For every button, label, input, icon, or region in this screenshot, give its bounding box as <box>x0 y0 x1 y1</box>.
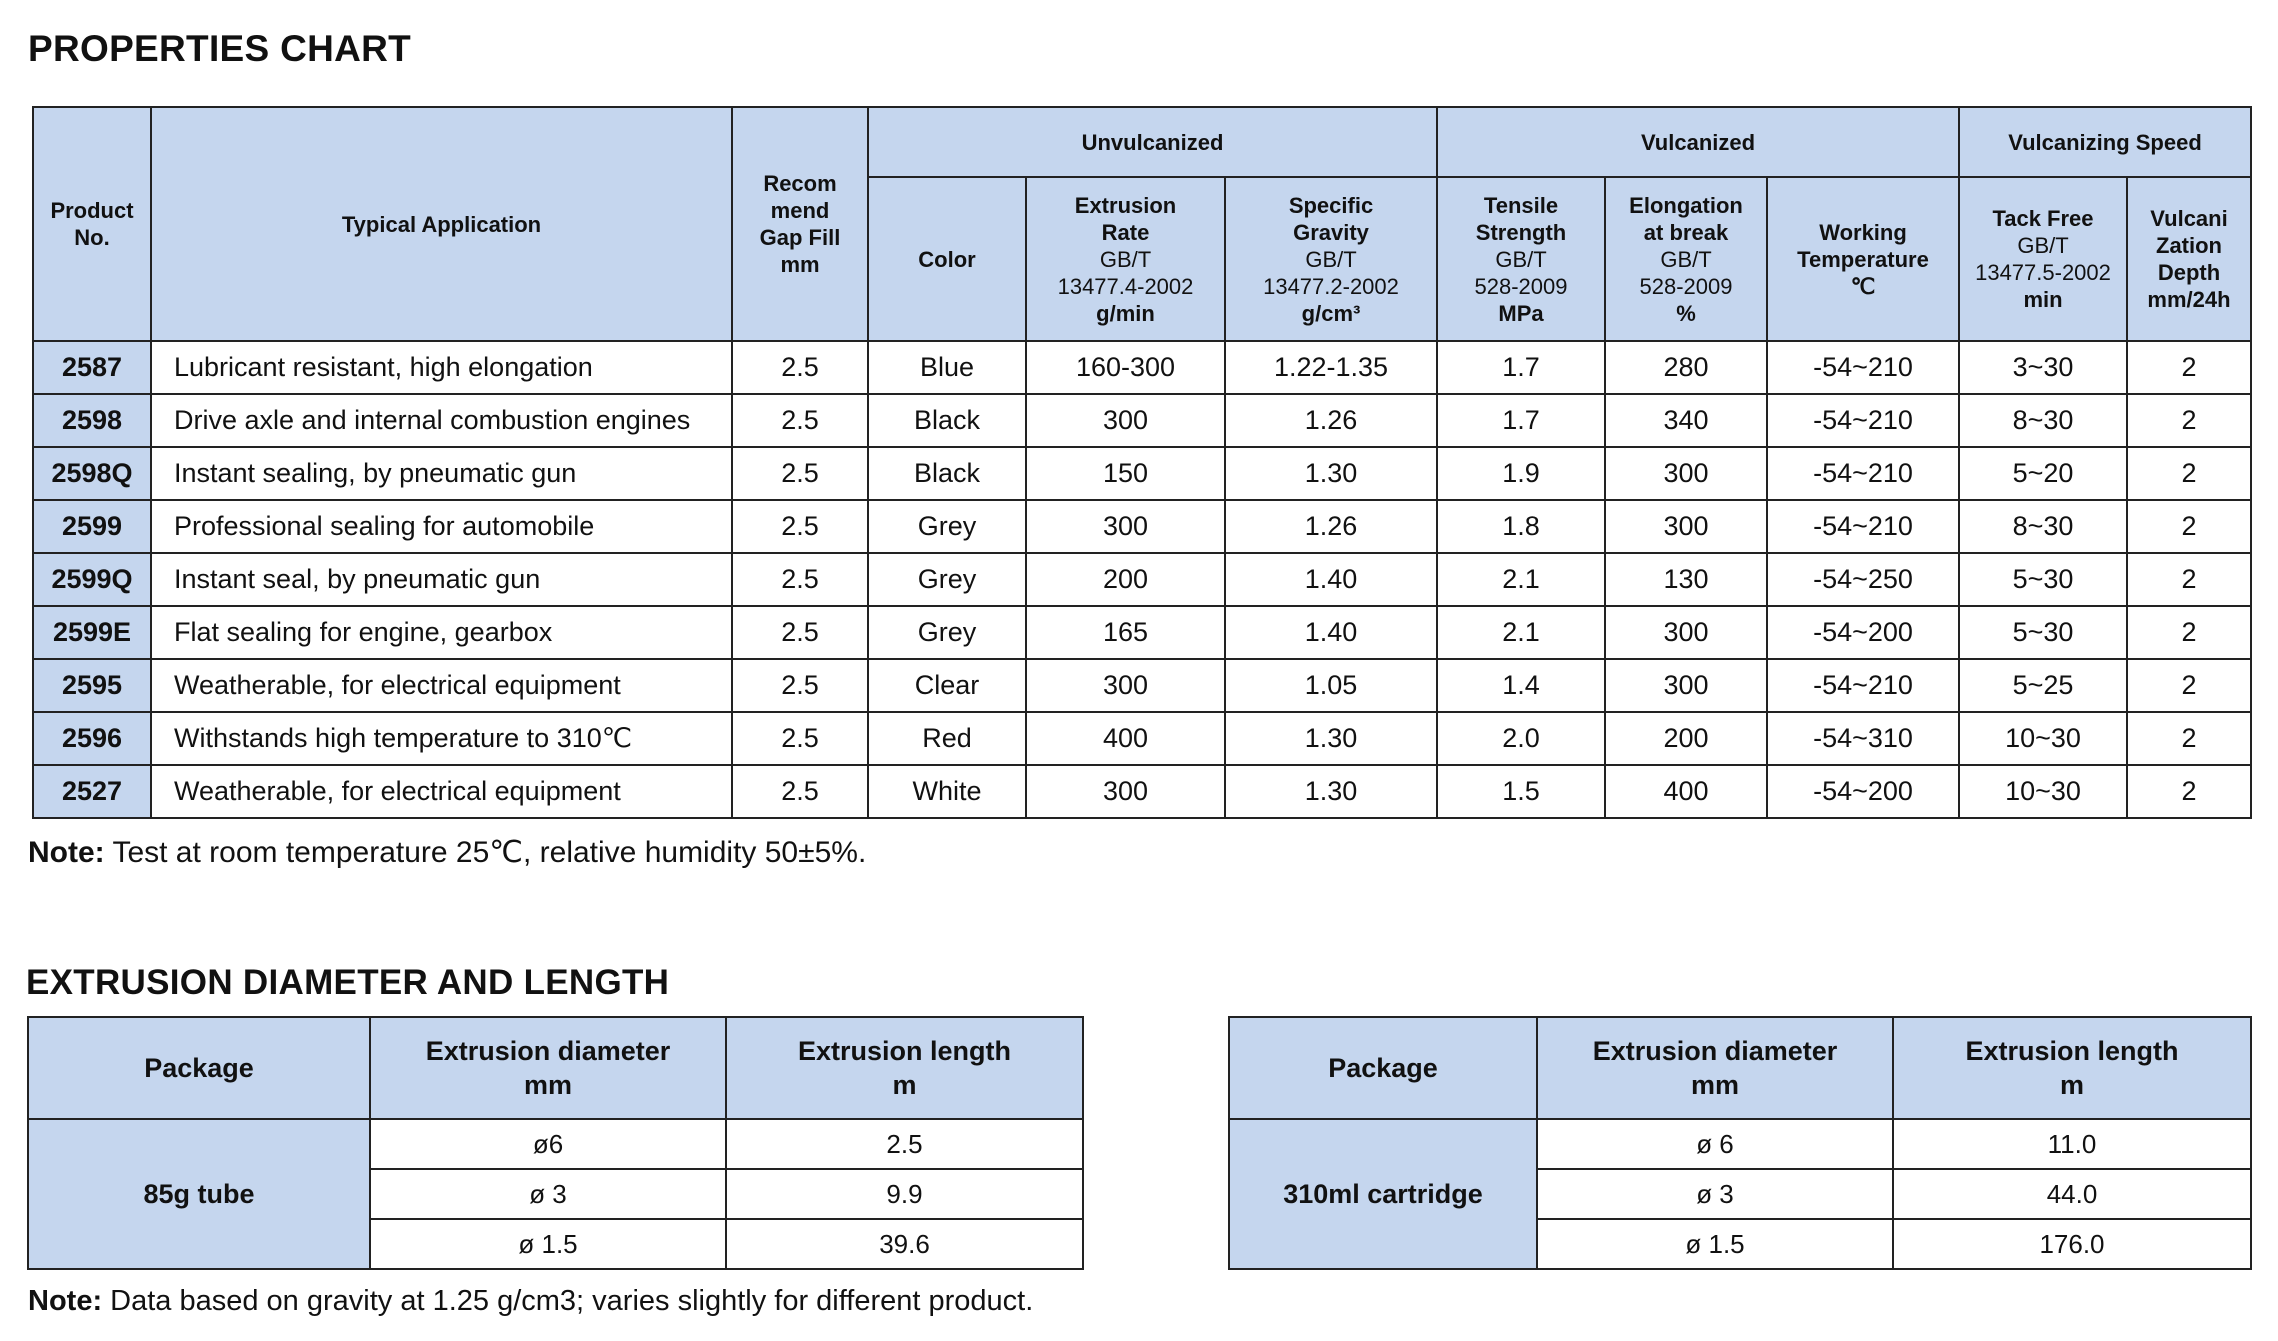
header-tack-free <box>1959 177 2127 341</box>
application: Flat sealing for engine, gearbox <box>151 606 732 659</box>
working-temperature: -54~210 <box>1767 394 1959 447</box>
header-gravity-std2: 13477.2-2002 <box>1263 273 1399 299</box>
gap-fill: 2.5 <box>732 712 868 765</box>
package-cell: 310ml cartridge <box>1229 1119 1537 1269</box>
extrusion-table-cartridge <box>1228 1016 2252 1270</box>
table-row <box>33 341 2251 394</box>
tensile-strength: 2.0 <box>1437 712 1605 765</box>
application: Weatherable, for electrical equipment <box>151 659 732 712</box>
extrusion-rate: 300 <box>1026 500 1225 553</box>
header-tensile-l1: Tensile <box>1483 192 1559 218</box>
product-no: 2599 <box>33 500 151 553</box>
header-rate-std1: GB/T <box>1099 246 1152 272</box>
header-product-line2: No. <box>74 225 110 250</box>
color: Black <box>868 447 1026 500</box>
tack-free: 5~20 <box>1959 447 2127 500</box>
tensile-strength: 1.7 <box>1437 341 1605 394</box>
gap-fill: 2.5 <box>732 659 868 712</box>
gap-fill: 2.5 <box>732 447 868 500</box>
working-temperature: -54~200 <box>1767 606 1959 659</box>
working-temperature: -54~200 <box>1767 765 1959 818</box>
header-diameter-unit: mm <box>1690 1070 1739 1100</box>
specific-gravity: 1.26 <box>1225 394 1437 447</box>
table-row <box>28 1119 1083 1169</box>
header-diameter-title: Extrusion diameter <box>1592 1036 1838 1066</box>
header-gravity-l2: Gravity <box>1293 219 1369 245</box>
extrusion-rate: 150 <box>1026 447 1225 500</box>
tack-free: 5~30 <box>1959 606 2127 659</box>
header-package: Package <box>28 1017 370 1119</box>
product-no: 2599Q <box>33 553 151 606</box>
extrusion-title: EXTRUSION DIAMETER AND LENGTH <box>26 963 670 1002</box>
working-temperature: -54~210 <box>1767 341 1959 394</box>
specific-gravity: 1.26 <box>1225 500 1437 553</box>
header-tensile-unit: MPa <box>1498 300 1544 326</box>
product-no: 2587 <box>33 341 151 394</box>
specific-gravity: 1.30 <box>1225 712 1437 765</box>
gap-fill: 2.5 <box>732 553 868 606</box>
product-no: 2527 <box>33 765 151 818</box>
tack-free: 8~30 <box>1959 500 2127 553</box>
tack-free: 10~30 <box>1959 712 2127 765</box>
properties-title: PROPERTIES CHART <box>28 28 412 69</box>
specific-gravity: 1.05 <box>1225 659 1437 712</box>
note-text: Data based on gravity at 1.25 g/cm3; varies slightly for different product. <box>102 1285 1034 1317</box>
tensile-strength: 1.9 <box>1437 447 1605 500</box>
color: Red <box>868 712 1026 765</box>
application: Lubricant resistant, high elongation <box>151 341 732 394</box>
table-row <box>33 394 2251 447</box>
vulcanization-depth: 2 <box>2127 500 2251 553</box>
header-tack-unit: min <box>2023 287 2063 312</box>
package-cell: 85g tube <box>28 1119 370 1269</box>
tack-free: 8~30 <box>1959 394 2127 447</box>
header-gap-line4: mm <box>780 252 820 277</box>
diameter-cell: ø6 <box>370 1119 726 1169</box>
application: Weatherable, for electrical equipment <box>151 765 732 818</box>
vulcanization-depth: 2 <box>2127 394 2251 447</box>
header-vulcanizing-speed: Vulcanizing Speed <box>1959 107 2251 177</box>
table-row <box>33 712 2251 765</box>
color: Black <box>868 394 1026 447</box>
note-label: Note: <box>28 1285 103 1317</box>
vulcanization-depth: 2 <box>2127 553 2251 606</box>
specific-gravity: 1.30 <box>1225 765 1437 818</box>
header-package: Package <box>1229 1017 1537 1119</box>
tensile-strength: 2.1 <box>1437 606 1605 659</box>
header-diameter-unit: mm <box>523 1070 572 1100</box>
header-length <box>1893 1017 2251 1119</box>
header-diameter <box>1537 1017 1893 1119</box>
header-depth-l1: Vulcani <box>2150 206 2228 231</box>
gap-fill: 2.5 <box>732 341 868 394</box>
header-specific-gravity <box>1225 177 1437 341</box>
header-length <box>726 1017 1083 1119</box>
note-text: Test at room temperature 25℃, relative humidity 50±5%. <box>104 836 867 869</box>
gap-fill: 2.5 <box>732 500 868 553</box>
table-row <box>33 659 2251 712</box>
header-depth-l3: Depth <box>2157 260 2221 285</box>
application: Instant seal, by pneumatic gun <box>151 553 732 606</box>
gap-fill: 2.5 <box>732 394 868 447</box>
extrusion-rate: 300 <box>1026 394 1225 447</box>
header-rate-unit: g/min <box>1096 300 1155 326</box>
header-gap-line2: mend <box>770 198 830 223</box>
application: Withstands high temperature to 310℃ <box>151 712 732 765</box>
header-length-unit: m <box>892 1070 917 1100</box>
header-temp-l1: Working <box>1819 219 1907 245</box>
length-cell: 2.5 <box>726 1119 1083 1169</box>
header-vulcanized: Vulcanized <box>1437 107 1959 177</box>
length-cell: 9.9 <box>726 1169 1083 1219</box>
header-gravity-std1: GB/T <box>1305 246 1357 272</box>
gap-fill: 2.5 <box>732 606 868 659</box>
length-cell: 44.0 <box>1893 1169 2251 1219</box>
header-rate-l1: Extrusion <box>1074 192 1177 218</box>
header-typical-application: Typical Application <box>151 107 732 341</box>
diameter-cell: ø 6 <box>1537 1119 1893 1169</box>
elongation: 300 <box>1605 447 1767 500</box>
tensile-strength: 1.5 <box>1437 765 1605 818</box>
vulcanization-depth: 2 <box>2127 447 2251 500</box>
product-no: 2598Q <box>33 447 151 500</box>
header-tensile-std2: 528-2009 <box>1474 273 1568 299</box>
extrusion-rate: 160-300 <box>1026 341 1225 394</box>
header-tensile-l2: Strength <box>1475 219 1567 245</box>
header-depth-l2: Zation <box>2156 233 2222 258</box>
header-tensile-std1: GB/T <box>1495 246 1547 272</box>
header-tack-l1: Tack Free <box>1992 206 2094 231</box>
header-length-title: Extrusion length <box>797 1036 1011 1066</box>
vulcanization-depth: 2 <box>2127 341 2251 394</box>
length-cell: 11.0 <box>1893 1119 2251 1169</box>
header-elong-std2: 528-2009 <box>1639 273 1733 299</box>
extrusion-rate: 165 <box>1026 606 1225 659</box>
header-elong-l2: at break <box>1643 219 1729 245</box>
tack-free: 3~30 <box>1959 341 2127 394</box>
product-no: 2596 <box>33 712 151 765</box>
table-row <box>33 500 2251 553</box>
working-temperature: -54~210 <box>1767 447 1959 500</box>
elongation: 200 <box>1605 712 1767 765</box>
elongation: 300 <box>1605 500 1767 553</box>
header-product-line1: Product <box>50 198 134 223</box>
header-diameter-title: Extrusion diameter <box>425 1036 671 1066</box>
extrusion-table-tube <box>27 1016 1084 1270</box>
working-temperature: -54~250 <box>1767 553 1959 606</box>
color: Grey <box>868 500 1026 553</box>
table-row <box>1229 1119 2251 1169</box>
header-temp-l2: Temperature <box>1797 246 1929 272</box>
product-no: 2595 <box>33 659 151 712</box>
extrusion-rate: 400 <box>1026 712 1225 765</box>
diameter-cell: ø 3 <box>370 1169 726 1219</box>
diameter-cell: ø 3 <box>1537 1169 1893 1219</box>
specific-gravity: 1.40 <box>1225 553 1437 606</box>
product-no: 2598 <box>33 394 151 447</box>
extrusion-rate: 200 <box>1026 553 1225 606</box>
header-elong-unit: % <box>1676 300 1696 326</box>
header-tack-std2: 13477.5-2002 <box>1975 260 2111 285</box>
specific-gravity: 1.40 <box>1225 606 1437 659</box>
header-extrusion-rate <box>1026 177 1225 341</box>
application: Drive axle and internal combustion engines <box>151 394 732 447</box>
header-length-title: Extrusion length <box>1965 1036 2179 1066</box>
working-temperature: -54~210 <box>1767 500 1959 553</box>
elongation: 300 <box>1605 606 1767 659</box>
header-working-temperature <box>1767 177 1959 341</box>
extrusion-rate: 300 <box>1026 659 1225 712</box>
specific-gravity: 1.30 <box>1225 447 1437 500</box>
table-row <box>33 765 2251 818</box>
extrusion-rate: 300 <box>1026 765 1225 818</box>
elongation: 280 <box>1605 341 1767 394</box>
note-label: Note: <box>28 836 105 869</box>
header-color: Color <box>868 177 1026 341</box>
header-diameter <box>370 1017 726 1119</box>
header-depth-l4: mm/24h <box>2147 287 2231 312</box>
table-row <box>33 553 2251 606</box>
elongation: 340 <box>1605 394 1767 447</box>
gap-fill: 2.5 <box>732 765 868 818</box>
header-gravity-l1: Specific <box>1288 192 1374 218</box>
properties-table <box>32 106 2252 819</box>
application: Professional sealing for automobile <box>151 500 732 553</box>
color: Clear <box>868 659 1026 712</box>
tack-free: 5~30 <box>1959 553 2127 606</box>
header-elong-std1: GB/T <box>1660 246 1712 272</box>
header-tack-std1: GB/T <box>2017 233 2069 258</box>
table-row <box>33 606 2251 659</box>
header-elongation <box>1605 177 1767 341</box>
product-no: 2599E <box>33 606 151 659</box>
tensile-strength: 1.8 <box>1437 500 1605 553</box>
working-temperature: -54~210 <box>1767 659 1959 712</box>
color: White <box>868 765 1026 818</box>
tensile-strength: 2.1 <box>1437 553 1605 606</box>
elongation: 130 <box>1605 553 1767 606</box>
header-product-no <box>33 107 151 341</box>
header-gap-line1: Recom <box>763 171 837 196</box>
extrusion-note <box>28 1285 1033 1318</box>
header-vulcanization-depth <box>2127 177 2251 341</box>
header-gap-line3: Gap Fill <box>759 225 841 250</box>
header-unvulcanized: Unvulcanized <box>868 107 1437 177</box>
header-temp-l3: ℃ <box>1850 273 1876 299</box>
vulcanization-depth: 2 <box>2127 765 2251 818</box>
diameter-cell: ø 1.5 <box>1537 1219 1893 1269</box>
elongation: 300 <box>1605 659 1767 712</box>
header-elong-l1: Elongation <box>1629 192 1743 218</box>
specific-gravity: 1.22-1.35 <box>1225 341 1437 394</box>
header-gravity-unit: g/cm³ <box>1301 300 1361 326</box>
color: Blue <box>868 341 1026 394</box>
header-length-unit: m <box>2059 1070 2084 1100</box>
color: Grey <box>868 553 1026 606</box>
vulcanization-depth: 2 <box>2127 712 2251 765</box>
length-cell: 176.0 <box>1893 1219 2251 1269</box>
tensile-strength: 1.4 <box>1437 659 1605 712</box>
table-row <box>33 447 2251 500</box>
tensile-strength: 1.7 <box>1437 394 1605 447</box>
vulcanization-depth: 2 <box>2127 659 2251 712</box>
diameter-cell: ø 1.5 <box>370 1219 726 1269</box>
header-tensile-strength <box>1437 177 1605 341</box>
length-cell: 39.6 <box>726 1219 1083 1269</box>
header-rate-std2: 13477.4-2002 <box>1057 273 1194 299</box>
header-rate-l2: Rate <box>1101 219 1150 245</box>
tack-free: 10~30 <box>1959 765 2127 818</box>
vulcanization-depth: 2 <box>2127 606 2251 659</box>
tack-free: 5~25 <box>1959 659 2127 712</box>
elongation: 400 <box>1605 765 1767 818</box>
properties-note <box>28 835 866 870</box>
color: Grey <box>868 606 1026 659</box>
application: Instant sealing, by pneumatic gun <box>151 447 732 500</box>
working-temperature: -54~310 <box>1767 712 1959 765</box>
header-gap-fill <box>732 107 868 341</box>
